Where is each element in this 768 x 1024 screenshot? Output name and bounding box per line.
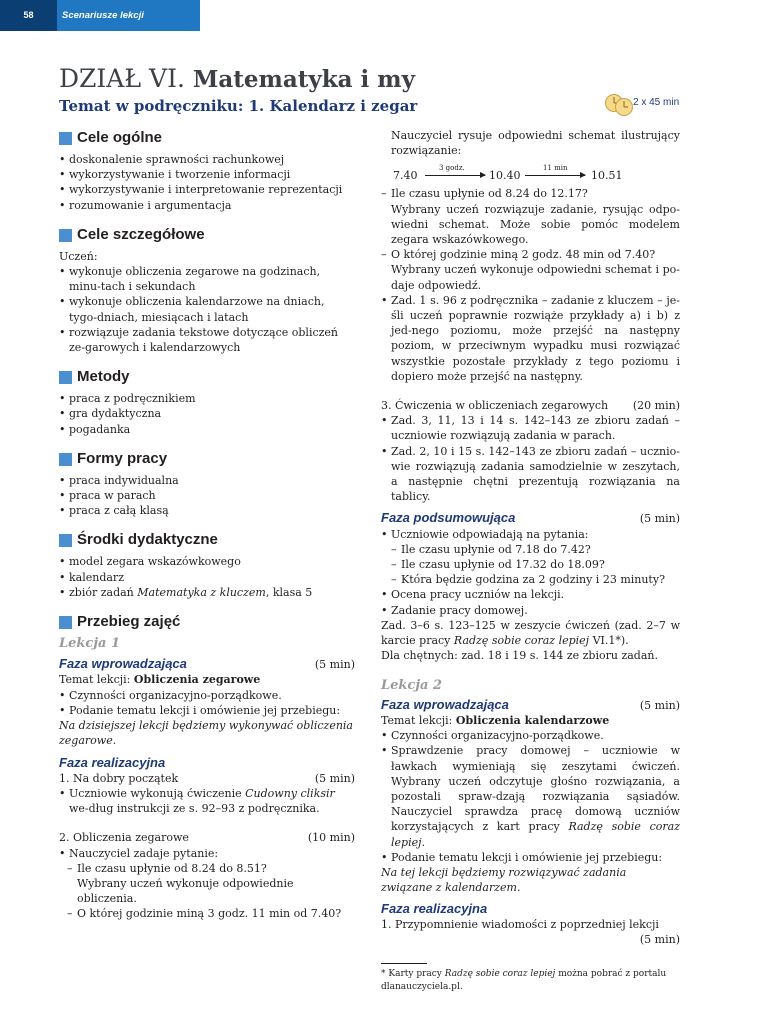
resources-list [59, 554, 355, 600]
list-item: • pogadanka [59, 422, 355, 437]
page-number: 58 [0, 0, 57, 31]
page-subtitle: Temat w podręczniku: 1. Kalendarz i zegar [59, 97, 418, 115]
question-line: – Ile czasu upłynie od 8.24 do 8.51? [67, 861, 355, 876]
square-marker [59, 534, 72, 547]
square-marker [59, 132, 72, 145]
step-list [59, 846, 355, 861]
list-item: • Ocena pracy uczniów na lekcji. [381, 587, 680, 602]
lesson-label: Lekcja 2 [381, 677, 443, 693]
question-line: – Ile czasu upłynie od 17.32 do 18.09? [391, 557, 680, 572]
duration: (5 min) [314, 658, 355, 672]
lesson-topic: Temat lekcji: Obliczenia kalendarzowe [381, 713, 610, 727]
clock-icon [604, 91, 634, 117]
phase-title: Faza realizacyjna [59, 755, 166, 771]
right-column [381, 128, 680, 994]
left-column [59, 128, 355, 922]
phase-title: Faza wprowadzająca [59, 656, 187, 672]
step-row: 1. Na dobry początek (5 min) [59, 771, 355, 785]
duration: (5 min) [639, 512, 680, 526]
methods-list [59, 391, 355, 437]
intro-list [59, 688, 355, 718]
goals-intro: Uczeń: [59, 249, 98, 263]
section-label: Scenariusze lekcji [62, 10, 144, 21]
section-heading: Metody [59, 367, 355, 387]
list-item: • Sprawdzenie pracy domowej – uczniowie w ławkach wymieniają się zeszytami ćwiczeń. Wybrany uczeń odczytuje głośno rozwiązania, a pozostali spraw-dzają rozwiązania sąsiadów. Nauczyciel sprawdza pracę domową uczniów korzystających z kart pracy Radzę sobie coraz lepiej. [381, 743, 680, 849]
arrow-icon [425, 175, 485, 176]
goals-general-list [59, 152, 355, 213]
list-item: • rozumowanie i argumentacja [59, 198, 355, 213]
timeline-time: 10.51 [591, 169, 623, 183]
timeline-diagram [381, 158, 680, 186]
page-title [59, 64, 415, 93]
list-item: • praca z całą klasą [59, 503, 355, 518]
phase-row [381, 697, 680, 713]
timeline-time: 10.40 [489, 169, 521, 183]
step-row: 3. Ćwiczenia w obliczeniach zegarowych (20 min) [381, 399, 680, 413]
list-item: • Podanie tematu lekcji i omówienie jej przebiegu: [59, 703, 355, 718]
answer-line: Wybrany uczeń wykonuje odpowiednie obliczenia. [77, 876, 294, 906]
footnote: * Karty pracy Radzę sobie coraz lepiej można pobrać z portalu dlanauczyciela.pl. [381, 968, 667, 992]
list-item: • Nauczyciel zadaje pytanie: [59, 846, 355, 861]
list-item: • kalendarz [59, 570, 355, 585]
list-item: • Zad. 2, 10 i 15 s. 142–143 ze zbioru zadań – ucznio-wie rozwiązują zadania samodzielnie w zeszytach, a następnie chętni prezentują rozwiązania na tablicy. [381, 444, 680, 505]
duration: (5 min) [639, 932, 680, 946]
list-item: • wykonuje obliczenia kalendarzowe na dniach, tygo-dniach, miesiącach i latach [59, 294, 355, 324]
summary-list [381, 587, 680, 617]
phase-title: Faza podsumowująca [381, 510, 516, 526]
list-item: • Zadanie pracy domowej. [381, 603, 680, 618]
title-part: DZIAŁ VI. [59, 64, 185, 93]
header-bar [0, 0, 200, 31]
list-item: • gra dydaktyczna [59, 406, 355, 421]
timeline-note: 11 min [543, 164, 568, 173]
summary-list [381, 527, 680, 542]
section-heading: Formy pracy [59, 449, 355, 469]
title-name: Matematyka i my [192, 66, 415, 93]
lesson-quote: Na dzisiejszej lekcji będziemy wykonywać obliczenia zegarowe. [59, 719, 353, 748]
list-item: • praca w parach [59, 488, 355, 503]
question-line: – O której godzinie miną 2 godz. 48 min od 7.40? [381, 247, 680, 262]
list-item: • wykonuje obliczenia zegarowe na godzinach, minu-tach i sekundach [59, 264, 355, 294]
list-item: • Uczniowie odpowiadają na pytania: [381, 527, 680, 542]
list-item: • model zegara wskazówkowego [59, 554, 355, 569]
list-item: • praca z podręcznikiem [59, 391, 355, 406]
homework-extra: Dla chętnych: zad. 18 i 19 s. 144 ze zbioru zadań. [381, 649, 658, 663]
square-marker [59, 371, 72, 384]
question-line: – Ile czasu upłynie od 7.18 do 7.42? [391, 542, 680, 557]
footnote-rule [381, 963, 427, 964]
list-item: • wykorzystywanie i tworzenie informacji [59, 167, 355, 182]
square-marker [59, 453, 72, 466]
list-item: • praca indywidualna [59, 473, 355, 488]
square-marker [59, 616, 72, 629]
timeline-time: 7.40 [393, 169, 418, 183]
list-item: • Podanie tematu lekcji i omówienie jej przebiegu: [381, 850, 680, 865]
exercise-list [381, 413, 680, 504]
list-item: • Czynności organizacyjno-porządkowe. [381, 728, 680, 743]
list-item: • Zad. 1 s. 96 z podręcznika – zadanie z kluczem – je-śli uczeń poprawnie rozwiąże przykłady a) i b) z jed-nego poziomu, może przejść na następny poziom, w przeciwnym wypadku musi rozwiązać wszystkie pozostałe przykłady z tego poziomu i dopiero może przejść na następny. [381, 293, 680, 384]
list-item: • Czynności organizacyjno-porządkowe. [59, 688, 355, 703]
arrow-icon [525, 175, 585, 176]
section-heading: Środki dydaktyczne [59, 530, 355, 550]
list-item: • Uczniowie wykonują ćwiczenie Cudowny cliksir we-dług instrukcji ze s. 92–93 z podręcznika. [59, 786, 355, 816]
list-item: • zbiór zadań Matematyka z kluczem, klasa 5 [59, 585, 355, 600]
duration: (5 min) [639, 698, 680, 712]
question-line: – Która będzie godzina za 2 godziny i 23 minuty? [391, 572, 680, 587]
phase-row [59, 656, 355, 672]
timeline-note: 3 godz. [439, 164, 465, 173]
lesson-label: Lekcja 1 [59, 636, 121, 652]
square-marker [59, 229, 72, 242]
question-line: – Ile czasu upłynie od 8.24 do 12.17? [381, 186, 680, 201]
paragraph: Nauczyciel rysuje odpowiedni schemat ilustrujący rozwiązanie: [391, 129, 680, 158]
intro-list [381, 728, 680, 865]
paragraph: Wybrany uczeń wykonuje odpowiedni schemat i po-daje odpowiedź. [391, 263, 680, 292]
list-item: • wykorzystywanie i interpretowanie reprezentacji [59, 182, 355, 197]
section-heading: Przebieg zajęć [59, 612, 355, 632]
list-item: • doskonalenie sprawności rachunkowej [59, 152, 355, 167]
time-badge: 2 x 45 min [633, 97, 680, 108]
step-row: 2. Obliczenia zegarowe (10 min) [59, 831, 355, 845]
forms-list [59, 473, 355, 519]
step-line: 1. Przypomnienie wiadomości z poprzedniej lekcji [381, 917, 659, 931]
phase-title: Faza realizacyjna [381, 901, 488, 917]
lesson-topic: Temat lekcji: Obliczenia zegarowe [59, 673, 261, 687]
question-line: – O której godzinie miną 3 godz. 11 min od 7.40? [67, 906, 355, 921]
phase-title: Faza wprowadzająca [381, 696, 509, 712]
lesson-quote: Na tej lekcji będziemy rozwiązywać zadania związane z kalendarzem. [381, 865, 627, 895]
task-list [381, 293, 680, 384]
step-list [59, 786, 355, 816]
goals-detailed-list [59, 264, 355, 355]
list-item: • rozwiązuje zadania tekstowe dotyczące obliczeń ze-garowych i kalendarzowych [59, 325, 355, 355]
paragraph: Wybrany uczeń rozwiązuje zadanie, rysując odpo-wiedni schemat. Może sobie pomóc modelem zegara wskazówkowego. [391, 202, 680, 247]
section-heading: Cele szczegółowe [59, 225, 355, 245]
section-heading: Cele ogólne [59, 128, 355, 148]
homework-text: Zad. 3–6 s. 123–125 w zeszycie ćwiczeń (zad. 2–7 w karcie pracy Radzę sobie coraz lepiej VI.1*). [381, 618, 680, 648]
list-item: • Zad. 3, 11, 13 i 14 s. 142–143 ze zbioru zadań – uczniowie rozwiązują zadania w parach. [381, 413, 680, 443]
phase-row [381, 510, 680, 526]
